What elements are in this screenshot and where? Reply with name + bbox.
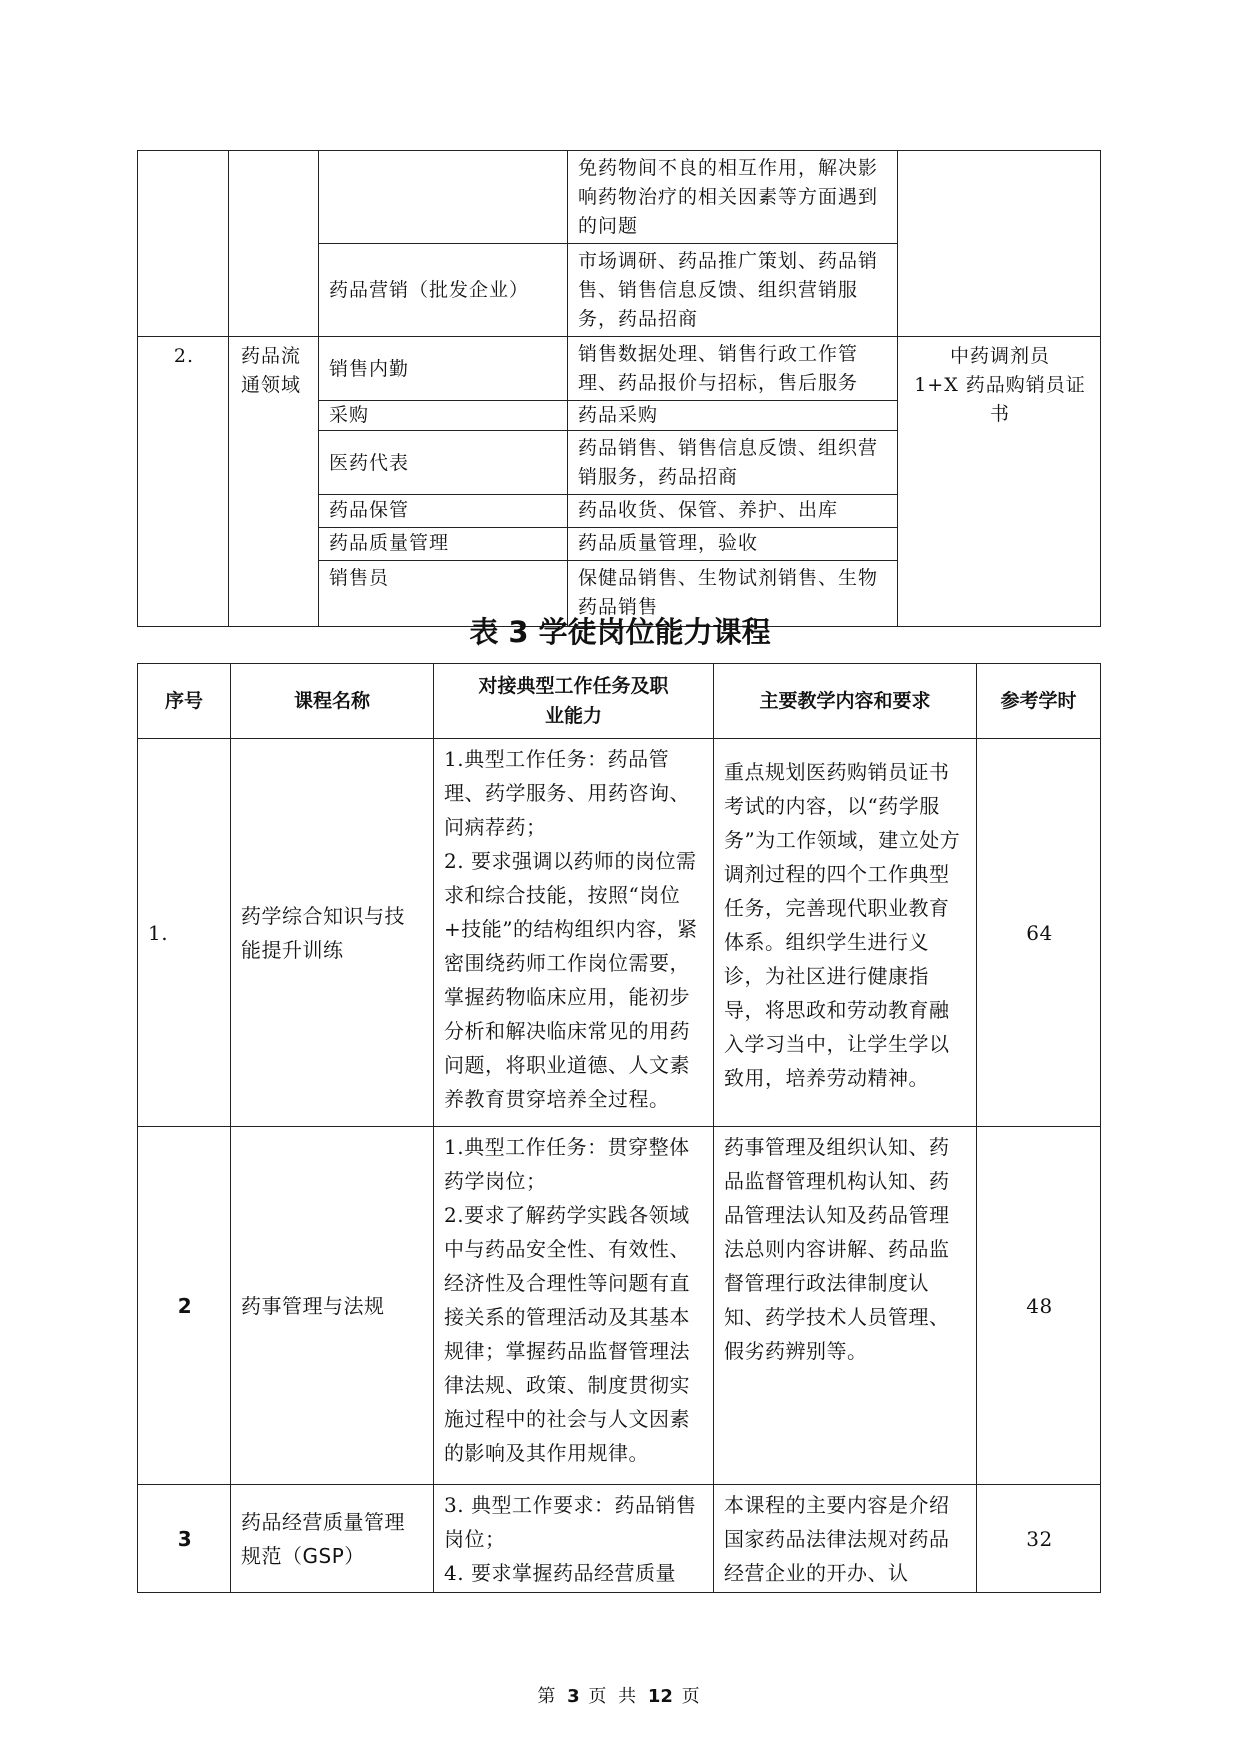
- content-cell: 重点规划医药购销员证书考试的内容，以“药学服务”为工作领域，建立处方调剂过程的四个工作典型任务，完善现代职业教育体系。组织学生进行义诊，为社区进行健康指导，将思政和劳动教育融入学习当中，让学生学以致用，培养劳动精神。: [714, 739, 977, 1127]
- field-cell-empty: [229, 151, 319, 337]
- content-cell: 药事管理及组织认知、药品监督管理机构认知、药品管理法认知及药品管理法总则内容讲解、药品监督管理行政法律制度认知、药学技术人员管理、假劣药辨别等。: [714, 1127, 977, 1485]
- position-cell: 药品营销（批发企业）: [319, 244, 568, 337]
- cert-cell-empty: [898, 151, 1101, 337]
- task-cell: 药品采购: [568, 401, 898, 431]
- hours-cell: 48: [977, 1127, 1101, 1485]
- course-cell: 药事管理与法规: [231, 1127, 434, 1485]
- footer-total-pages: 12: [647, 1686, 673, 1707]
- task-cell: 销售数据处理、销售行政工作管理、药品报价与招标，售后服务: [568, 337, 898, 401]
- hours-cell: 64: [977, 739, 1101, 1127]
- position-cell: 销售内勤: [319, 337, 568, 401]
- table-row: [138, 739, 1101, 1127]
- header-hours: 参考学时: [977, 664, 1101, 739]
- task-cell: 药品质量管理，验收: [568, 528, 898, 561]
- task-cell: 免药物间不良的相互作用，解决影响药物治疗的相关因素等方面遇到的问题: [568, 151, 898, 244]
- tasks-cell: 3. 典型工作要求：药品销售岗位； 4. 要求掌握药品经营质量: [434, 1485, 714, 1593]
- header-course: 课程名称: [231, 664, 434, 739]
- content-cell: 本课程的主要内容是介绍国家药品法律法规对药品经营企业的开办、认: [714, 1485, 977, 1593]
- position-cell: 药品保管: [319, 495, 568, 528]
- header-content: 主要教学内容和要求: [714, 664, 977, 739]
- position-cell: 采购: [319, 401, 568, 431]
- page-footer: [0, 1682, 1240, 1708]
- footer-page-number: 3: [567, 1686, 580, 1707]
- task-cell: 药品销售、销售信息反馈、组织营销服务，药品招商: [568, 431, 898, 495]
- task-cell: 市场调研、药品推广策划、药品销售、销售信息反馈、组织营销服务，药品招商: [568, 244, 898, 337]
- table-title: 表 3 学徒岗位能力课程: [469, 615, 771, 649]
- position-cell: 销售员: [319, 561, 568, 627]
- position-cell: 医药代表: [319, 431, 568, 495]
- seq-cell: 3: [138, 1485, 231, 1593]
- seq-cell: 1.: [138, 739, 231, 1127]
- footer-suffix: 页: [681, 1686, 703, 1707]
- course-cell: 药学综合知识与技能提升训练: [231, 739, 434, 1127]
- tasks-cell: 1.典型工作任务：药品管理、药学服务、用药咨询、问病荐药； 2. 要求强调以药师的岗位需求和综合技能，按照“岗位+技能”的结构组织内容，紧密围绕药师工作岗位需要，掌握药物临床应用，能初步分析和解决临床常见的用药问题，将职业道德、人文素养教育贯穿培养全过程。: [434, 739, 714, 1127]
- header-seq: 序号: [138, 664, 231, 739]
- footer-prefix: 第: [537, 1686, 559, 1707]
- seq-cell: 2: [138, 1127, 231, 1485]
- footer-middle: 页 共: [588, 1686, 640, 1707]
- header-tasks: 对接典型工作任务及职业能力: [434, 664, 714, 739]
- seq-cell-empty: [138, 151, 229, 337]
- course-table: [137, 663, 1101, 1593]
- course-cell: 药品经营质量管理规范（GSP）: [231, 1485, 434, 1593]
- task-cell: 药品收货、保管、养护、出库: [568, 495, 898, 528]
- table-row: [138, 1485, 1101, 1593]
- position-cell: 药品质量管理: [319, 528, 568, 561]
- hours-cell: 32: [977, 1485, 1101, 1593]
- position-table-continued: [137, 150, 1101, 627]
- table-row: [138, 1127, 1101, 1485]
- field-cell: 药品流通领域: [229, 337, 319, 627]
- tasks-cell: 1.典型工作任务：贯穿整体药学岗位； 2.要求了解药学实践各领域中与药品安全性、有效性、经济性及合理性等问题有直接关系的管理活动及其基本规律；掌握药品监督管理法律法规、政策、制度贯彻实施过程中的社会与人文因素的影响及其作用规律。: [434, 1127, 714, 1485]
- seq-cell: 2.: [138, 337, 229, 627]
- position-cell-empty: [319, 151, 568, 244]
- cert-cell: 中药调剂员 1+X 药品购销员证书: [898, 337, 1101, 627]
- task-cell: 保健品销售、生物试剂销售、生物药品销售: [568, 561, 898, 627]
